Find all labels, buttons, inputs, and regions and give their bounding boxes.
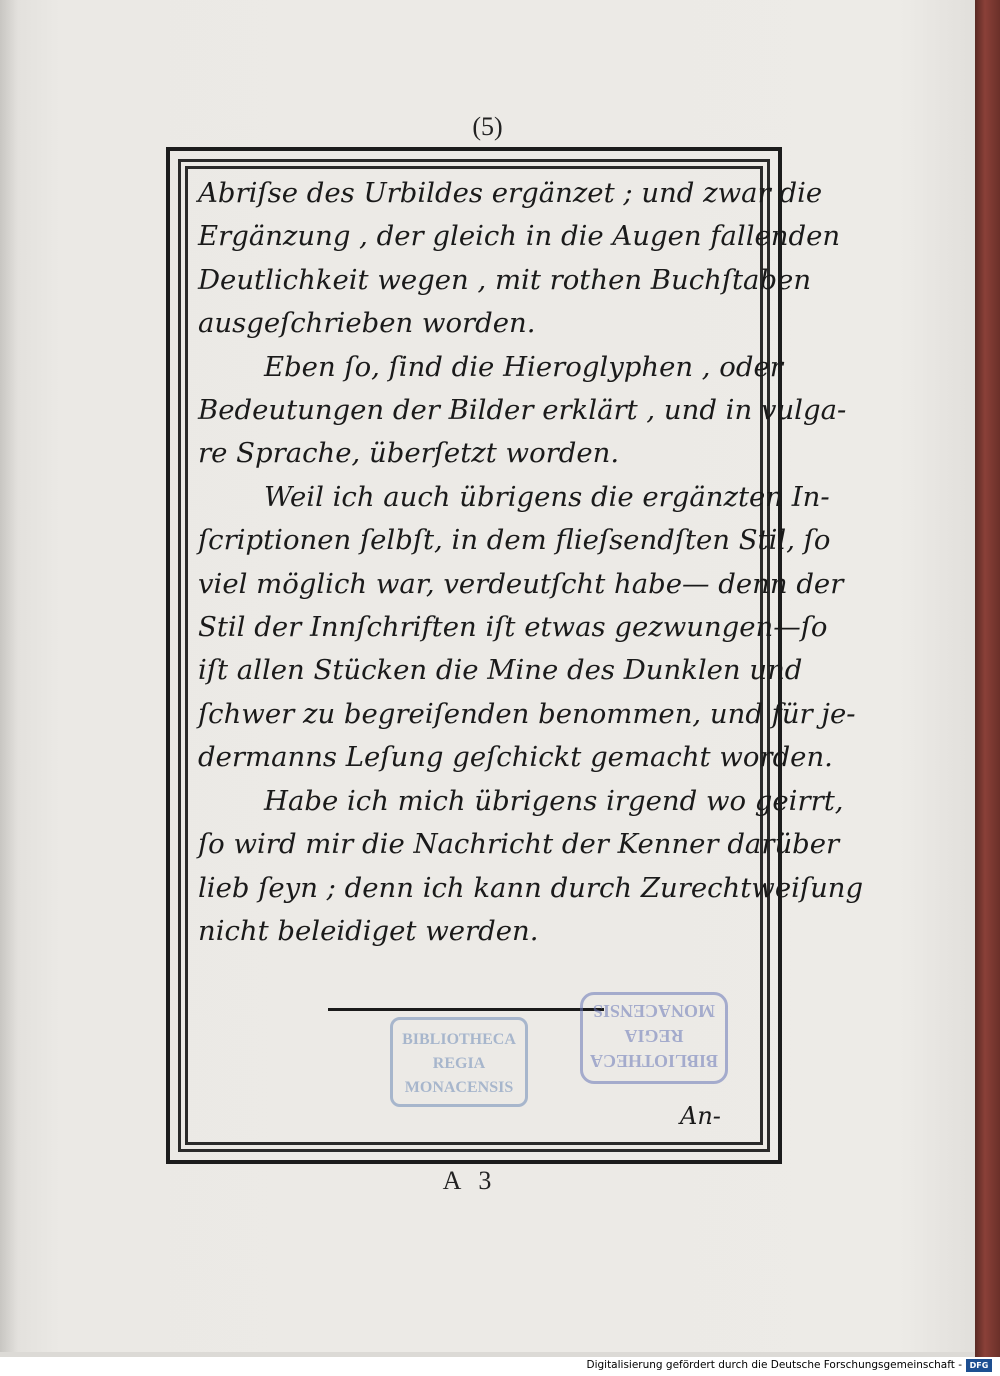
text-line: iſt allen Stücken die Mine des Dunklen und xyxy=(198,654,803,687)
dfg-logo-icon: DFG xyxy=(966,1359,992,1372)
text-line: viel möglich war, verdeutſcht habe— denn der xyxy=(198,567,844,600)
text-line: Ergänzung , der gleich in die Augen fallenden xyxy=(198,220,841,253)
footer-credit: Digitalisierung gefördert durch die Deutsche Forschungsgemeinschaft - xyxy=(586,1359,962,1371)
text-line: Deutlichkeit wegen , mit rothen Buchſtaben xyxy=(198,263,812,296)
text-line: dermanns Leſung geſchickt gemacht worden. xyxy=(198,741,833,774)
printer-signature: A 3 xyxy=(442,1166,498,1195)
text-line: Weil ich auch übrigens die ergänzten In- xyxy=(264,480,830,513)
stamp-line: BIBLIOTHECA xyxy=(402,1031,516,1048)
text-line: ausgeſchrieben worden. xyxy=(198,307,536,340)
catchword: An- xyxy=(680,1102,721,1130)
body-text xyxy=(198,172,864,953)
library-stamp-right xyxy=(580,992,728,1084)
text-line: ſo wird mir die Nachricht der Kenner darüber xyxy=(198,828,840,861)
horizontal-rule xyxy=(328,1008,604,1011)
stamp-line: BIBLIOTHECA xyxy=(589,1051,719,1071)
text-line: nicht beleidiget werden. xyxy=(198,914,539,947)
stamp-line: REGIA xyxy=(624,1026,684,1046)
text-line: Bedeutungen der Bilder erklärt , und in vulga- xyxy=(198,394,847,427)
page-number: (5) xyxy=(472,112,503,141)
book-cover-edge xyxy=(975,0,1000,1357)
text-line: Habe ich mich übrigens irgend wo geirrt, xyxy=(264,784,844,817)
text-line: Abriſse des Urbildes ergänzet ; und zwar die xyxy=(198,177,823,209)
text-line: lieb ſeyn ; denn ich kann durch Zurechtweiſung xyxy=(198,871,864,904)
text-line: ſcriptionen ſelbſt, in dem flieſsendſten Stil, ſo xyxy=(198,524,831,557)
text-line: Eben ſo, ſind die Hieroglyphen , oder xyxy=(264,350,783,383)
stamp-line: MONACENSIS xyxy=(404,1079,514,1096)
text-line: re Sprache, überſetzt worden. xyxy=(198,437,620,470)
text-line: ſchwer zu begreiſenden benommen, und für je- xyxy=(198,697,856,730)
stamp-line: MONACENSIS xyxy=(592,1001,716,1021)
library-stamp-left xyxy=(390,1017,528,1107)
text-line: Stil der Innſchriften iſt etwas gezwungen—ſo xyxy=(198,611,828,644)
stamp-line: REGIA xyxy=(432,1055,486,1072)
